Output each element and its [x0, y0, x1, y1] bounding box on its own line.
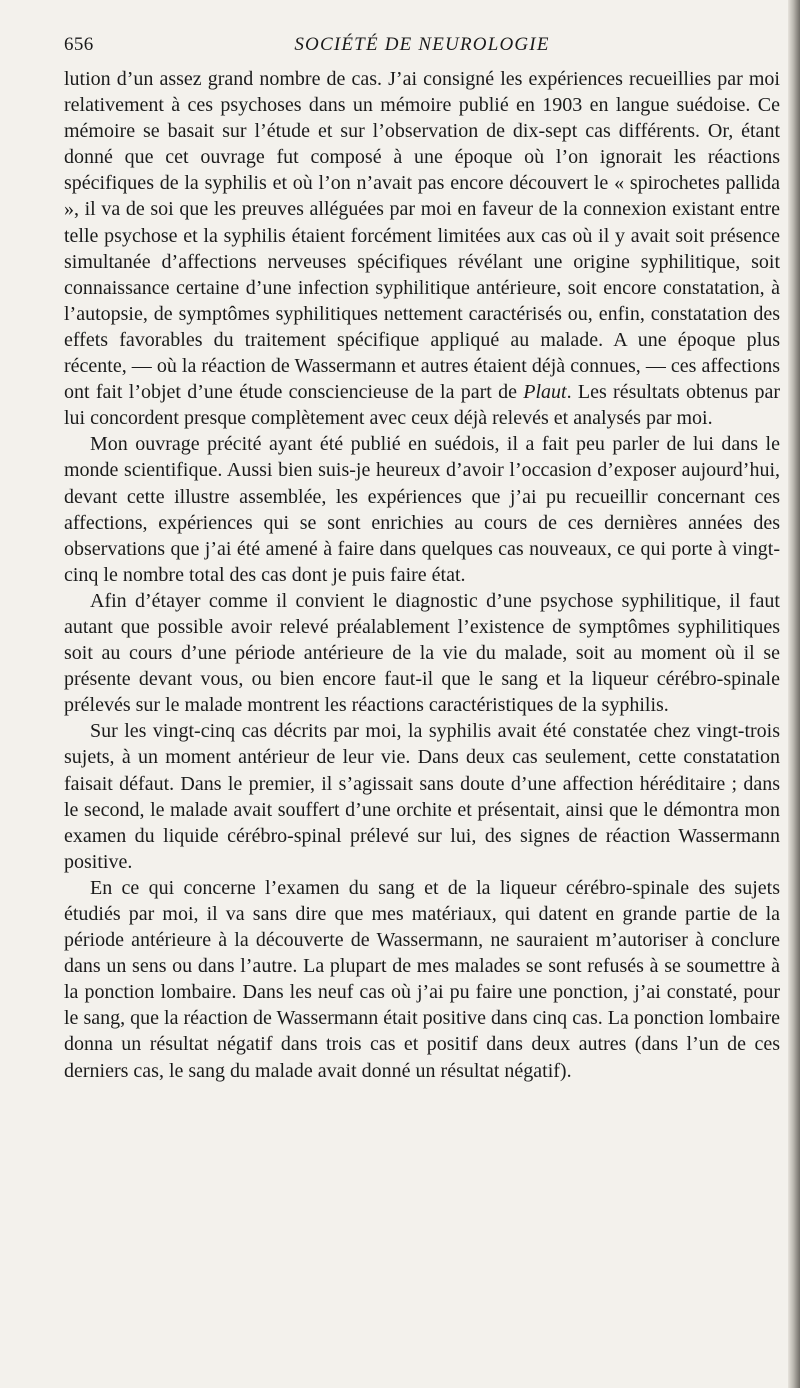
paragraph-3: Afin d’étayer comme il convient le diagnostic d’une psychose syphilitique, il faut autant que possible avoir relevé préalablement l’existence de symptômes syphilitiques soit au cours d’une période antérieure de la vie du malade, soit au moment où il se présente devant vous, ou bien encore faut-il que le sang et la liqueur cérébro-spinale prélevés sur le malade montrent les réactions caractéristiques de la syphilis.	[64, 589, 780, 717]
body-text	[64, 66, 780, 1084]
book-page	[64, 30, 780, 1084]
scan-page-edge	[788, 0, 800, 1388]
page-header	[64, 30, 780, 60]
author-name-plaut: Plaut	[523, 381, 567, 404]
paragraph-5: En ce qui concerne l’examen du sang et de la liqueur cérébro-spinale des sujets étudiés par moi, il va sans dire que mes matériaux, qui datent en grande partie de la période antérieure à la découverte de Wassermann, ne sauraient m’autoriser à conclure dans un sens ou dans l’autre. La plupart de mes malades se sont refusés à se soumettre à la ponction lombaire. Dans les neuf cas où j’ai pu faire une ponction, j’ai constaté, pour le sang, que la réaction de Wassermann était positive dans cinq cas. La ponction lombaire donna un résultat négatif dans trois cas et positif dans deux autres (dans l’un de ces derniers cas, le sang du malade avait donné un résultat négatif).	[64, 876, 780, 1082]
page-number: 656	[64, 34, 94, 55]
paragraph-2: Mon ouvrage précité ayant été publié en suédois, il a fait peu parler de lui dans le monde scientifique. Aussi bien suis-je heureux d’avoir l’occasion d’exposer aujourd’hui, devant cette illustre assemblée, les expériences que j’ai pu recueillir concernant ces affections, expériences qui se sont enrichies au cours de ces dernières années des observations que j’ai été amené à faire dans quelques cas nouveaux, ce qui porte à vingt-cinq le nombre total des cas dont je puis faire état.	[64, 433, 780, 586]
running-title: SOCIÉTÉ DE NEUROLOGIE	[294, 34, 550, 55]
paragraph-1: lution d’un assez grand nombre de cas. J’ai consigné les expériences recueillies par moi relativement à ces psychoses dans un mémoire publié en 1903 en langue suédoise. Ce mémoire se basait sur l’étude et sur l’observation de dix-sept cas différents. Or, étant donné que cet ouvrage fut composé à une époque où l’on ignorait les réactions spécifiques de la syphilis et où l’on n’avait pas encore découvert le « spirochetes pallida », il va de soi que les preuves alléguées par moi en faveur de la connexion existant entre telle psychose et la syphilis étaient forcément limitées aux cas où il y avait soit présence simultanée d’affections nerveuses spécifiques révélant une origine syphilitique, soit connaissance certaine d’une infection syphilitique antérieure, soit encore constatation, à l’autopsie, de symptômes syphilitiques nettement caractérisés ou, enfin, constatation des effets favorables du traitement spécifique appliqué au malade. A une époque plus récente, — où la réaction de Wassermann et autres étaient déjà connues, — ces affections ont fait l’objet d’une étude consciencieuse de la part de Plaut. Les résultats obtenus par lui concordent presque complètement avec ceux déjà relevés et analysés par moi.	[64, 68, 781, 430]
paragraph-4: Sur les vingt-cinq cas décrits par moi, la syphilis avait été constatée chez vingt-trois sujets, à un moment antérieur de leur vie. Dans deux cas seulement, cette constatation faisait défaut. Dans le premier, il s’agissait sans doute d’une affection héréditaire ; dans le second, le malade avait souffert d’une orchite et présentait, ainsi que le démontra mon examen du liquide cérébro-spinal prélevé sur lui, des signes de réaction Wassermann positive.	[64, 720, 780, 873]
